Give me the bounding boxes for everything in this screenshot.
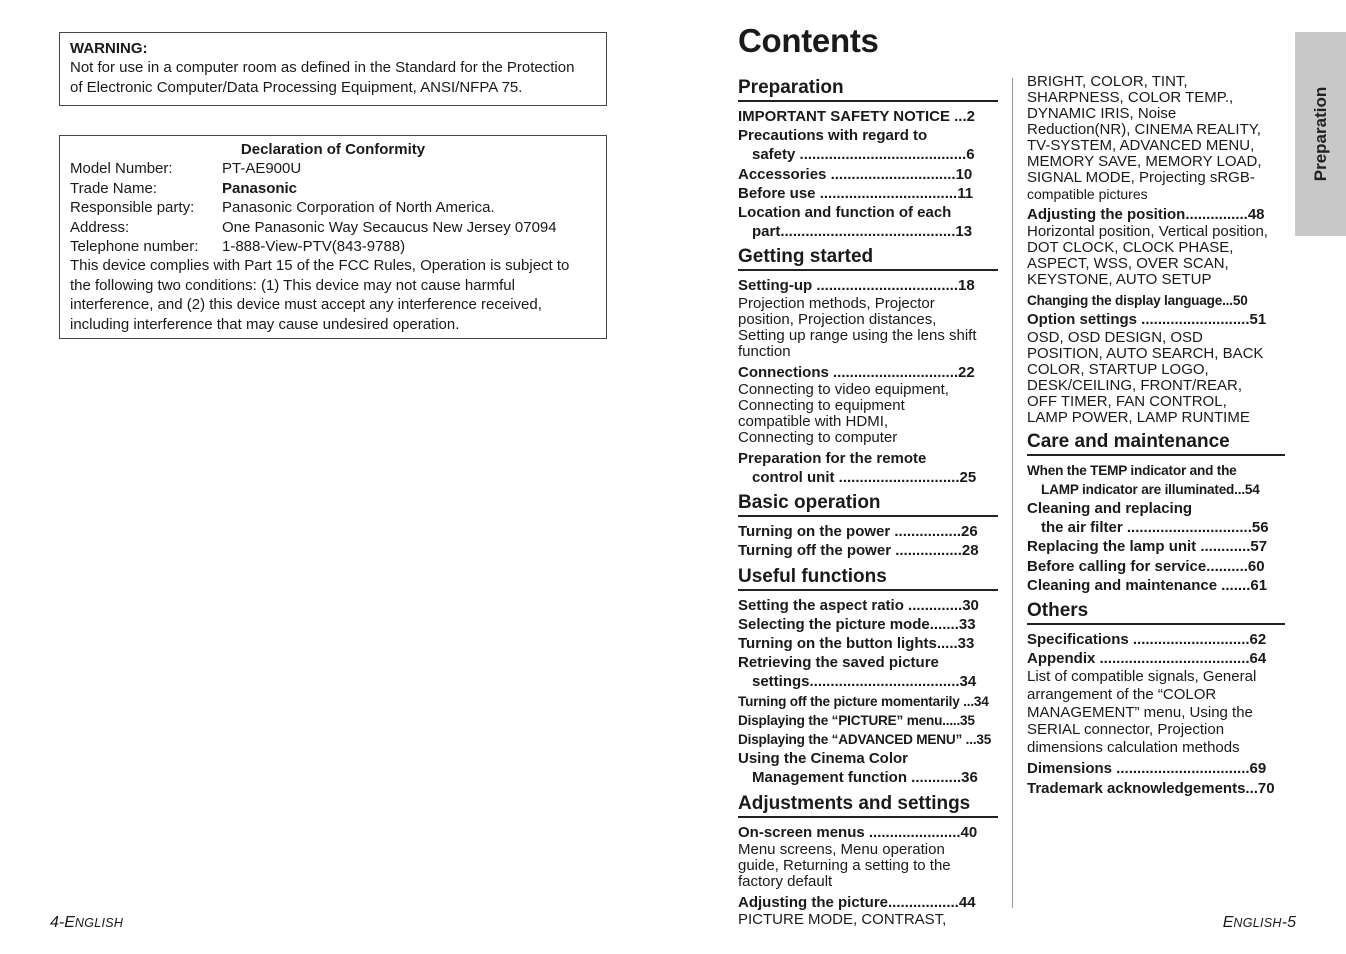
toc-entry[interactable]: Specifications ............................62 xyxy=(1027,631,1267,649)
declaration-box xyxy=(59,135,607,339)
desc-line: POSITION, AUTO SEARCH, BACK xyxy=(1027,344,1264,362)
toc-description xyxy=(738,912,998,928)
desc-line: KEYSTONE, AUTO SETUP xyxy=(1027,271,1212,289)
warning-line: Not for use in a computer room as defined in the Standard for the Protection xyxy=(70,59,575,77)
desc-line: ASPECT, WSS, OVER SCAN, xyxy=(1027,255,1229,273)
toc-description xyxy=(1027,668,1285,756)
declaration-text: interference, and (2) this device must accept any interference received, xyxy=(70,296,542,314)
desc-line: SHARPNESS, COLOR TEMP., xyxy=(1027,89,1234,106)
desc-line: OFF TIMER, FAN CONTROL, xyxy=(1027,392,1227,410)
toc-entry[interactable]: Displaying the “ADVANCED MENU” ...35 xyxy=(738,732,992,748)
folio-e: E xyxy=(1222,914,1234,931)
desc-line: TV-SYSTEM, ADVANCED MENU, xyxy=(1027,137,1255,154)
toc-entry[interactable]: LAMP indicator are illuminated...54 xyxy=(1041,481,1260,497)
page-number-left xyxy=(50,914,123,932)
desc-line: COLOR, STARTUP LOGO, xyxy=(1027,360,1209,378)
section-heading-adjustments: Adjustments and settings xyxy=(738,793,998,818)
desc-line: compatible pictures xyxy=(1027,186,1148,202)
row-label: Address: xyxy=(70,218,130,236)
section-heading-getting-started: Getting started xyxy=(738,246,998,271)
toc-entry[interactable]: Retrieving the saved picture xyxy=(738,654,939,672)
desc-line: dimensions calculation methods xyxy=(1027,738,1240,756)
desc-line: SIGNAL MODE, Projecting sRGB- xyxy=(1027,169,1255,186)
desc-line: Connecting to equipment xyxy=(738,396,905,414)
toc-entry[interactable]: Management function ............36 xyxy=(752,769,978,787)
toc-entry[interactable]: part..........................................13 xyxy=(752,223,973,241)
desc-line: Reduction(NR), CINEMA REALITY, xyxy=(1027,121,1261,138)
row-value: Panasonic xyxy=(222,179,298,197)
section-side-tab xyxy=(1295,32,1346,236)
desc-line: Horizontal position, Vertical position, xyxy=(1027,223,1268,241)
declaration-row xyxy=(70,218,596,237)
desc-line: Connecting to computer xyxy=(738,428,898,446)
desc-line: position, Projection distances, xyxy=(738,310,937,328)
toc-entry[interactable]: Adjusting the position...............48 xyxy=(1027,206,1265,223)
warning-line: of Electronic Computer/Data Processing Equipment, ANSI/NFPA 75. xyxy=(70,78,523,96)
row-label: Model Number: xyxy=(70,160,173,178)
section-heading-useful-functions: Useful functions xyxy=(738,566,998,591)
declaration-text: the following two conditions: (1) This device may not cause harmful xyxy=(70,276,515,294)
toc-entry[interactable]: safety ........................................6 xyxy=(752,146,975,164)
toc-entry[interactable]: Appendix ....................................64 xyxy=(1027,650,1267,668)
toc-entry[interactable]: Selecting the picture mode.......33 xyxy=(738,615,976,633)
toc-description xyxy=(738,842,998,890)
row-value: One Panasonic Way Secaucus New Jersey 07094 xyxy=(222,218,557,236)
side-tab-label: Preparation xyxy=(1310,86,1330,182)
toc-entry[interactable]: Turning on the power ................26 xyxy=(738,523,978,541)
toc-entry[interactable]: Turning off the power ................28 xyxy=(738,542,979,560)
warning-title: WARNING: xyxy=(70,40,148,57)
column-divider xyxy=(1012,78,1013,908)
toc-entry[interactable]: Setting the aspect ratio .............30 xyxy=(738,596,979,614)
toc-entry[interactable]: Precautions with regard to xyxy=(738,127,928,145)
row-label: Telephone number: xyxy=(70,238,199,256)
toc-entry[interactable]: Location and function of each xyxy=(738,204,952,222)
toc-entry[interactable]: Cleaning and replacing xyxy=(1027,500,1193,518)
declaration-row xyxy=(70,179,596,198)
toc-description xyxy=(1027,74,1285,202)
toc-description xyxy=(1027,330,1285,426)
toc-entry[interactable]: Before use .................................11 xyxy=(738,184,974,202)
toc-entry[interactable]: settings....................................34 xyxy=(752,673,977,691)
toc-entry[interactable]: When the TEMP indicator and the xyxy=(1027,462,1237,478)
declaration-title: Declaration of Conformity xyxy=(240,141,426,158)
section-heading-care: Care and maintenance xyxy=(1027,431,1285,456)
toc-description xyxy=(738,296,998,360)
row-value: 1-888-View-PTV(843-9788) xyxy=(222,238,406,256)
folio-rest: NGLISH xyxy=(1233,916,1282,930)
desc-line: Connecting to video equipment, xyxy=(738,380,949,398)
desc-line: List of compatible signals, General xyxy=(1027,668,1257,686)
desc-line: DYNAMIC IRIS, Noise xyxy=(1027,105,1177,122)
desc-line: function xyxy=(738,342,791,360)
declaration-row xyxy=(70,237,596,256)
desc-line: MANAGEMENT” menu, Using the xyxy=(1027,703,1253,721)
desc-line: OSD, OSD DESIGN, OSD xyxy=(1027,328,1203,346)
row-value: Panasonic Corporation of North America. xyxy=(222,199,495,217)
toc-entry[interactable]: Connections ..............................22 xyxy=(738,363,975,381)
toc-entry[interactable]: Turning off the picture momentarily ...34 xyxy=(738,693,989,709)
toc-entry[interactable]: Setting-up ..................................18 xyxy=(738,277,975,295)
desc-line: guide, Returning a setting to the xyxy=(738,856,951,874)
toc-entry[interactable]: Option settings ..........................51 xyxy=(1027,311,1267,329)
section-heading-basic-operation: Basic operation xyxy=(738,492,998,517)
desc-line: Projection methods, Projector xyxy=(738,294,935,312)
folio-num: 4- xyxy=(50,914,65,931)
desc-line: DESK/CEILING, FRONT/REAR, xyxy=(1027,376,1243,394)
folio-num: -5 xyxy=(1281,914,1296,931)
desc-line: PICTURE MODE, CONTRAST, xyxy=(738,911,947,929)
desc-line: BRIGHT, COLOR, TINT, xyxy=(1027,73,1188,90)
page-number-right xyxy=(1223,914,1296,932)
warning-box xyxy=(59,32,607,106)
toc-entry[interactable]: Replacing the lamp unit ............57 xyxy=(1027,538,1268,556)
toc-entry[interactable]: Trademark acknowledgements...70 xyxy=(1027,779,1275,797)
toc-entry[interactable]: the air filter ..............................56 xyxy=(1041,519,1269,537)
toc-entry[interactable]: Dimensions ................................69 xyxy=(1027,760,1267,778)
desc-line: DOT CLOCK, CLOCK PHASE, xyxy=(1027,239,1234,257)
toc-entry[interactable]: Cleaning and maintenance .......61 xyxy=(1027,576,1268,594)
desc-line: LAMP POWER, LAMP RUNTIME xyxy=(1027,408,1250,426)
row-value: PT-AE900U xyxy=(222,160,302,178)
toc-entry[interactable]: Displaying the “PICTURE” menu.....35 xyxy=(738,712,975,728)
declaration-row xyxy=(70,159,596,178)
toc-entry[interactable]: Turning on the button lights.....33 xyxy=(738,635,975,653)
declaration-row xyxy=(70,198,596,217)
desc-line: Setting up range using the lens shift xyxy=(738,326,977,344)
desc-line: factory default xyxy=(738,872,833,890)
row-label: Responsible party: xyxy=(70,199,195,217)
declaration-text: This device complies with Part 15 of the FCC Rules, Operation is subject to xyxy=(70,257,570,275)
toc-entry[interactable]: control unit .............................25 xyxy=(752,469,977,487)
row-label: Trade Name: xyxy=(70,179,157,197)
toc-description xyxy=(1027,224,1285,288)
toc-entry[interactable]: Changing the display language...50 xyxy=(1027,293,1248,309)
toc-entry[interactable]: Adjusting the picture.................44 xyxy=(738,893,976,911)
desc-line: arrangement of the “COLOR xyxy=(1027,686,1217,704)
desc-line: MEMORY SAVE, MEMORY LOAD, xyxy=(1027,153,1262,170)
toc-entry[interactable]: Accessories ..............................10 xyxy=(738,165,973,183)
desc-line: SERIAL connector, Projection xyxy=(1027,721,1225,739)
folio-rest: NGLISH xyxy=(74,916,124,930)
declaration-text: including interference that may cause undesired operation. xyxy=(70,315,460,333)
toc-description xyxy=(738,382,998,446)
desc-line: compatible with HDMI, xyxy=(738,412,889,430)
toc-column-1 xyxy=(738,72,998,931)
toc-entry[interactable]: Before calling for service..........60 xyxy=(1027,557,1265,575)
folio-e: E xyxy=(64,914,75,931)
desc-line: Menu screens, Menu operation xyxy=(738,840,945,858)
page-title: Contents xyxy=(738,22,879,59)
toc-entry[interactable]: Using the Cinema Color xyxy=(738,750,909,768)
toc-entry[interactable]: On-screen menus ......................40 xyxy=(738,823,978,841)
toc-column-2 xyxy=(1027,72,1285,798)
toc-entry[interactable]: IMPORTANT SAFETY NOTICE ...2 xyxy=(738,108,975,125)
toc-entry[interactable]: Preparation for the remote xyxy=(738,449,927,467)
section-heading-preparation: Preparation xyxy=(738,77,998,102)
section-heading-others: Others xyxy=(1027,600,1285,625)
